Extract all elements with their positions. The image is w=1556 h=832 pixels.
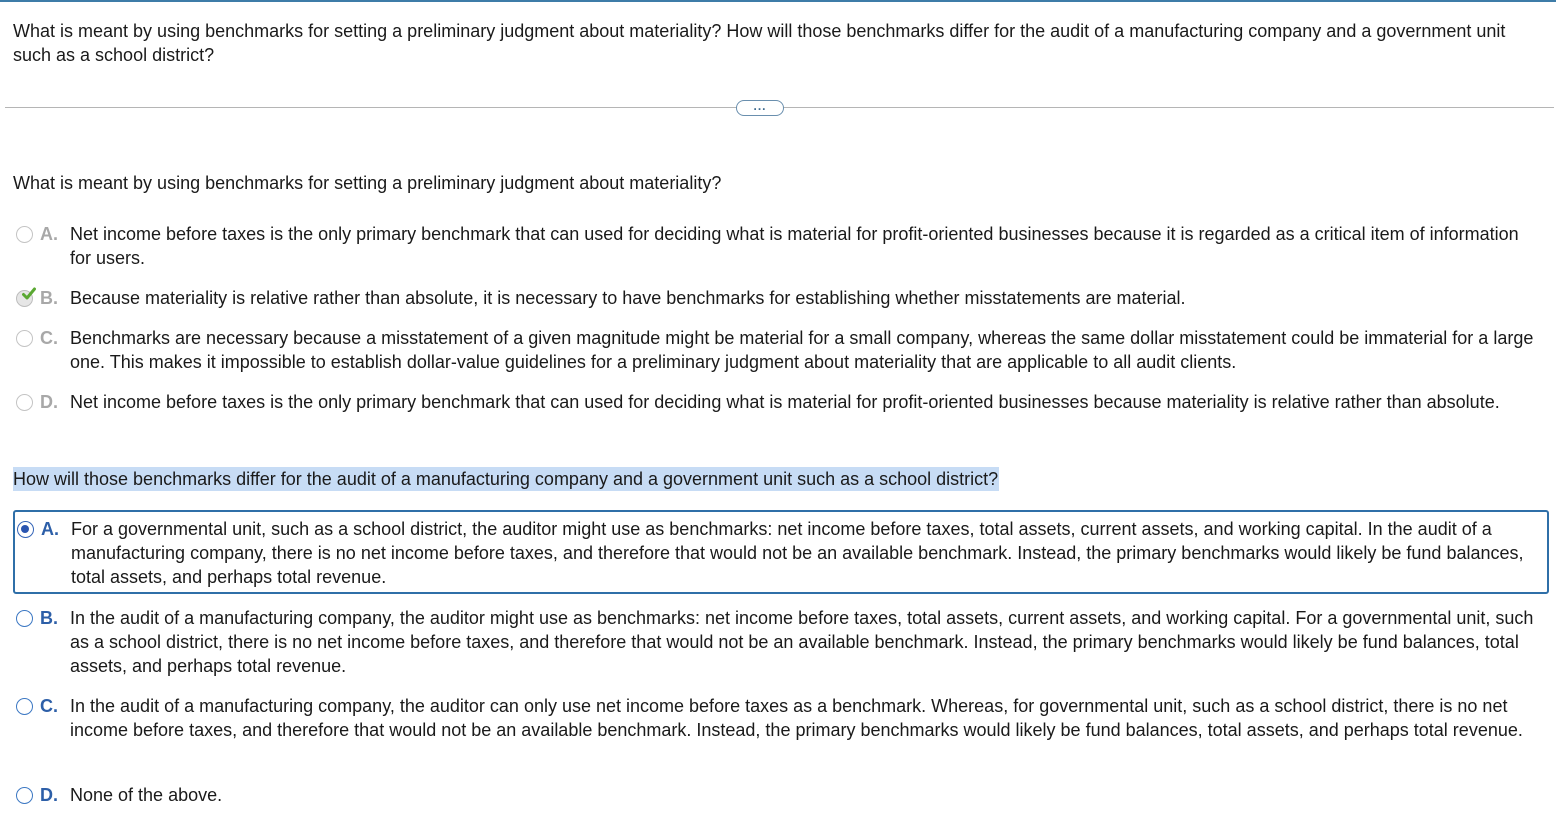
expand-button[interactable]	[736, 100, 784, 116]
part2-option-c[interactable]	[12, 694, 1540, 742]
option-text: In the audit of a manufacturing company, the auditor can only use net income before taxes as a benchmark. Whereas, for governmental unit, such as a school district, there is no net income before taxes, and therefore that would not be an available benchmark. Instead, the primary benchmarks would likely be fund balances, total assets, and perhaps total revenue.	[70, 696, 1523, 740]
radio-button[interactable]	[16, 226, 33, 243]
part1-option-a[interactable]	[12, 222, 1540, 270]
check-icon	[22, 287, 36, 301]
option-letter: B.	[40, 608, 58, 628]
part1-option-d[interactable]	[12, 390, 1540, 414]
part1-option-c[interactable]	[12, 326, 1540, 374]
option-letter: C.	[40, 696, 58, 716]
option-text: Net income before taxes is the only primary benchmark that can used for deciding what is material for profit-oriented businesses because materiality is relative rather than absolute.	[70, 392, 1500, 412]
option-letter: D.	[40, 785, 58, 805]
option-letter: A.	[41, 519, 59, 539]
radio-button[interactable]	[16, 698, 33, 715]
option-text: For a governmental unit, such as a school district, the auditor might use as benchmarks: net income before taxes, total assets, current assets, and working capital. In the audit of a manufacturing company, there is no net income before taxes, and therefore that would not be an available benchmark. Instead, the primary benchmarks would likely be fund balances, total assets, and perhaps total revenue.	[71, 519, 1524, 587]
option-text: In the audit of a manufacturing company, the auditor might use as benchmarks: net income before taxes, total assets, current assets, and working capital. For a governmental unit, such as a school district, there is no net income before taxes, and therefore that would not be an available benchmark. Instead, the primary benchmarks would likely be fund balances, total assets, and perhaps total revenue.	[70, 608, 1534, 676]
question-header: What is meant by using benchmarks for setting a preliminary judgment about materiality? How will those benchmarks differ for the audit of a manufacturing company and a government unit such as a school district?	[13, 21, 1506, 65]
ellipsis-icon: ...	[753, 98, 767, 113]
option-letter: C.	[40, 328, 58, 348]
option-text: None of the above.	[70, 785, 223, 805]
part2-option-b[interactable]	[12, 606, 1540, 678]
part2-option-d[interactable]	[12, 783, 1540, 807]
option-text: Net income before taxes is the only primary benchmark that can used for deciding what is material for profit-oriented businesses because it is regarded as a critical item of information for users.	[70, 224, 1519, 268]
option-letter: A.	[40, 224, 58, 244]
option-text: Benchmarks are necessary because a misstatement of a given magnitude might be material for a small company, whereas the same dollar misstatement could be immaterial for a large one. This makes it impossible to establish dollar-value guidelines for a preliminary judgment about materiality that are applicable to all audit clients.	[70, 328, 1534, 372]
part1-prompt: What is meant by using benchmarks for setting a preliminary judgment about materiality?	[13, 173, 722, 193]
top-rule	[0, 0, 1556, 2]
option-letter: D.	[40, 392, 58, 412]
part2-option-a[interactable]	[13, 510, 1549, 594]
radio-button[interactable]	[16, 394, 33, 411]
option-letter: B.	[40, 288, 58, 308]
part1-option-b[interactable]	[12, 286, 1540, 310]
radio-button[interactable]	[17, 521, 34, 538]
option-text: Because materiality is relative rather than absolute, it is necessary to have benchmarks for establishing whether misstatements are material.	[70, 288, 1186, 308]
radio-button[interactable]	[16, 330, 33, 347]
part2-prompt: How will those benchmarks differ for the audit of a manufacturing company and a government unit such as a school district?	[13, 469, 999, 489]
radio-button[interactable]	[16, 787, 33, 804]
radio-button[interactable]	[16, 610, 33, 627]
radio-button[interactable]	[16, 290, 33, 307]
